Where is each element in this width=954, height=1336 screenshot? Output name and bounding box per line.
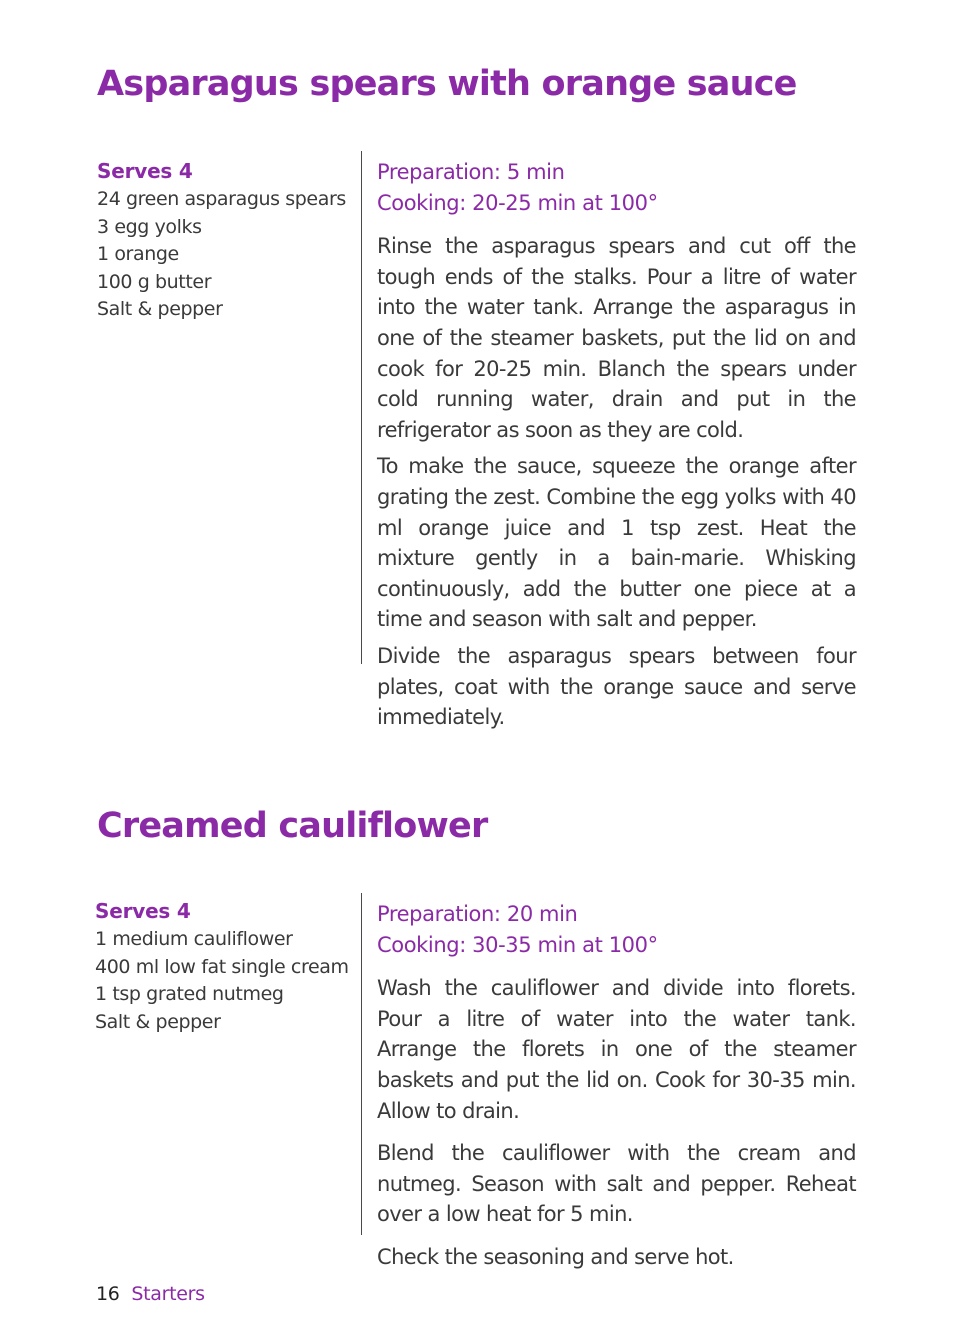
method-step: To make the sauce, squeeze the orange after grating the zest. Combine the egg yolks with 40 ml orange juice and 1 tsp zest. Heat the mixture gently in a bain-marie. Whisking continuously, add the butter one piece at a time and season with salt and pepper.: [377, 454, 856, 632]
ingredients-panel-cauliflower: [95, 896, 349, 1036]
page-footer: [96, 1283, 205, 1305]
timing-block: [377, 157, 856, 218]
serves-label: Serves 4: [97, 159, 193, 183]
ingredient-item: Salt & pepper: [95, 1010, 221, 1033]
method-panel-asparagus: [377, 157, 856, 739]
ingredient-item: 1 orange: [97, 243, 179, 266]
section-name: Starters: [131, 1283, 205, 1305]
preparation-time: Preparation: 20 min: [377, 902, 578, 926]
ingredient-item: Salt & pepper: [97, 298, 223, 321]
preparation-time: Preparation: 5 min: [377, 160, 565, 184]
method-panel-cauliflower: [377, 899, 856, 1285]
cooking-time: Cooking: 20-25 min at 100°: [377, 190, 658, 215]
method-step: Divide the asparagus spears between four plates, coat with the orange sauce and serve immediately.: [377, 643, 856, 730]
page-number: 16: [96, 1283, 120, 1305]
ingredient-item: 400 ml low fat single cream: [95, 955, 349, 978]
cooking-time: Cooking: 30-35 min at 100°: [377, 932, 658, 957]
ingredient-item: 24 green asparagus spears: [97, 188, 346, 210]
ingredient-item: 1 tsp grated nutmeg: [95, 983, 284, 1006]
timing-block: [377, 899, 856, 960]
ingredient-list: [97, 186, 347, 324]
method-step: Wash the cauliflower and divide into florets. Pour a litre of water into the water tank. Arrange the florets in one of the steamer baskets and put the lid on. Cook for 30-35 min. Allow to drain.: [377, 976, 856, 1123]
column-divider: [361, 151, 362, 664]
method-step: Check the seasoning and serve hot.: [377, 1244, 734, 1269]
serves-label: Serves 4: [95, 899, 191, 923]
ingredient-list: [95, 926, 349, 1036]
ingredients-panel-asparagus: [97, 156, 347, 324]
recipe-title-asparagus: Asparagus spears with orange sauce: [97, 64, 797, 104]
recipe-title-cauliflower: Creamed cauliflower: [97, 806, 488, 846]
ingredient-item: 100 g butter: [97, 270, 212, 293]
column-divider: [361, 893, 362, 1235]
method-step: Blend the cauliflower with the cream and nutmeg. Season with salt and pepper. Reheat over a low heat for 5 min.: [377, 1141, 856, 1227]
ingredient-item: 1 medium cauliflower: [95, 928, 293, 950]
ingredient-item: 3 egg yolks: [97, 215, 202, 238]
method-step: Rinse the asparagus spears and cut off the tough ends of the stalks. Pour a litre of water into the water tank. Arrange the asparagus in one of the steamer baskets, put the lid on and cook for 20-25 min. Blanch the spears under cold running water, drain and put in the refrigerator as soon as they are cold.: [377, 234, 856, 442]
